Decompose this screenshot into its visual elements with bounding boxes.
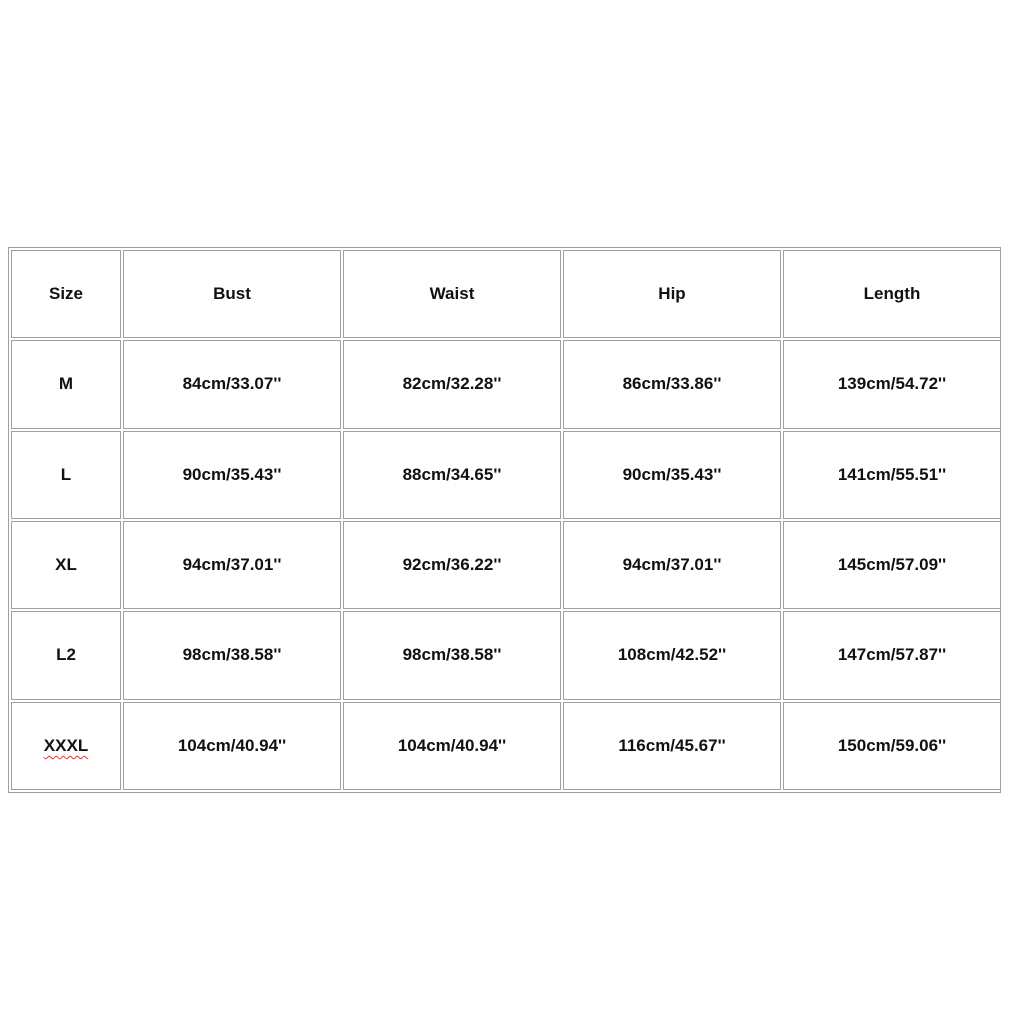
waist-cell: 88cm/34.65'' [343, 431, 561, 519]
length-cell: 139cm/54.72'' [783, 340, 1001, 428]
header-cell-bust: Bust [123, 250, 341, 338]
length-cell: 145cm/57.09'' [783, 521, 1001, 609]
size-cell [11, 702, 121, 790]
table-row [11, 611, 1001, 699]
bust-cell: 84cm/33.07'' [123, 340, 341, 428]
table-row [11, 431, 1001, 519]
header-cell-size: Size [11, 250, 121, 338]
waist-cell: 82cm/32.28'' [343, 340, 561, 428]
hip-cell: 86cm/33.86'' [563, 340, 781, 428]
bust-cell: 98cm/38.58'' [123, 611, 341, 699]
size-chart-table [9, 248, 1003, 792]
waist-cell: 104cm/40.94'' [343, 702, 561, 790]
size-cell: L [11, 431, 121, 519]
size-chart [8, 247, 1001, 793]
header-cell-length: Length [783, 250, 1001, 338]
length-cell: 141cm/55.51'' [783, 431, 1001, 519]
size-label-spellcheck: XXXL [43, 735, 89, 755]
bust-cell: 104cm/40.94'' [123, 702, 341, 790]
header-row [11, 250, 1001, 338]
table-row [11, 340, 1001, 428]
bust-cell: 90cm/35.43'' [123, 431, 341, 519]
size-cell: M [11, 340, 121, 428]
length-cell: 147cm/57.87'' [783, 611, 1001, 699]
size-cell: XL [11, 521, 121, 609]
header-cell-waist: Waist [343, 250, 561, 338]
length-cell: 150cm/59.06'' [783, 702, 1001, 790]
size-cell: L2 [11, 611, 121, 699]
table-row [11, 521, 1001, 609]
hip-cell: 90cm/35.43'' [563, 431, 781, 519]
table-row [11, 702, 1001, 790]
bust-cell: 94cm/37.01'' [123, 521, 341, 609]
hip-cell: 108cm/42.52'' [563, 611, 781, 699]
hip-cell: 94cm/37.01'' [563, 521, 781, 609]
waist-cell: 92cm/36.22'' [343, 521, 561, 609]
waist-cell: 98cm/38.58'' [343, 611, 561, 699]
hip-cell: 116cm/45.67'' [563, 702, 781, 790]
header-cell-hip: Hip [563, 250, 781, 338]
